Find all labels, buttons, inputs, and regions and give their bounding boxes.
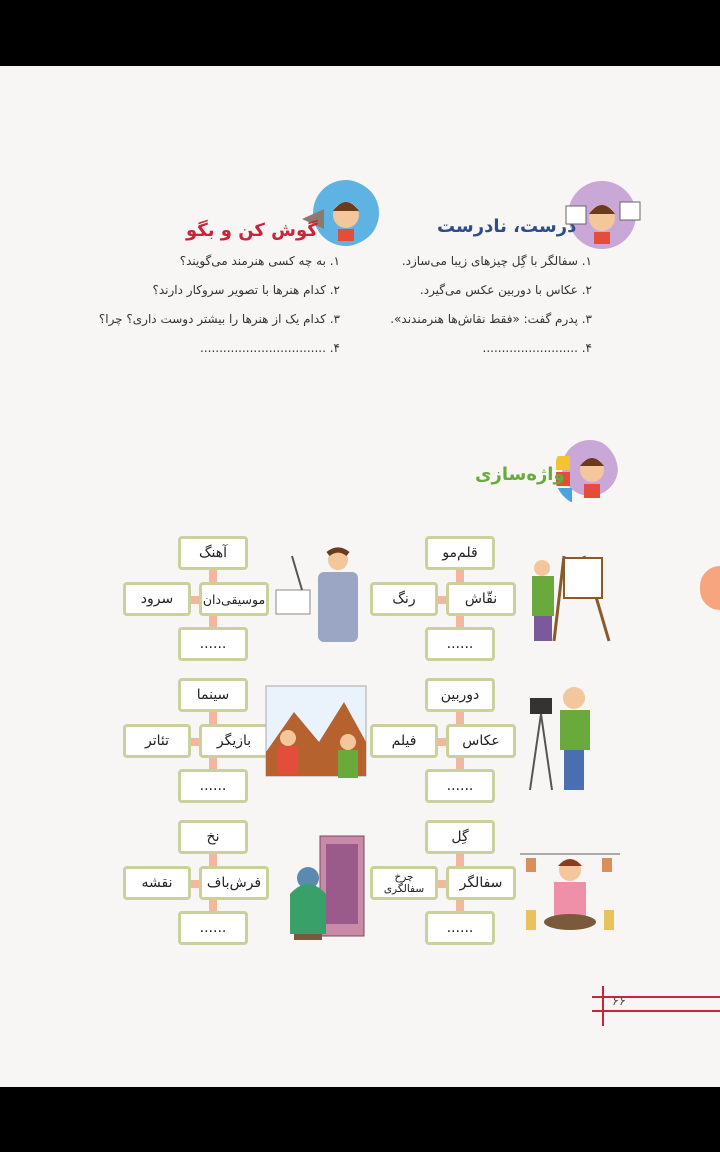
carpet-weaver-illustration <box>284 834 368 944</box>
word-center: فرش‌باف <box>199 866 269 900</box>
word-side: فیلم <box>370 724 438 758</box>
word-building-title: واژه‌سازی <box>475 464 565 485</box>
page-number: ۶۶ <box>612 994 626 1009</box>
word-top: گِل <box>425 820 495 854</box>
word-center: سفالگر <box>446 866 516 900</box>
list-item: ۳. پدرم گفت: «فقط نقاش‌ها هنرمندند». <box>390 312 592 326</box>
word-side: نقشه <box>123 866 191 900</box>
list-item: ۴. ......................... <box>482 341 592 355</box>
true-false-title: درست، نادرست <box>437 216 577 237</box>
page-number-rule <box>602 986 604 1026</box>
word-side: رنگ <box>370 582 438 616</box>
top-black-bar <box>0 0 720 66</box>
word-blank: ...... <box>425 769 495 803</box>
list-item: ۲. عکاس با دوربین عکس می‌گیرد. <box>419 283 592 297</box>
word-blank: ...... <box>425 911 495 945</box>
list-item: ۱. سفالگر با گِل چیزهای زیبا می‌سازد. <box>401 254 592 268</box>
potter-illustration <box>518 850 622 942</box>
word-center: عکاس <box>446 724 516 758</box>
word-side: سرود <box>123 582 191 616</box>
word-blank: ...... <box>178 911 248 945</box>
list-item: ۴. ................................. <box>200 341 340 355</box>
side-tab[interactable] <box>700 566 720 610</box>
list-item: ۱. به چه کسی هنرمند می‌گویند؟ <box>179 254 340 268</box>
painter-illustration <box>524 546 614 646</box>
kids-avatar-icon <box>560 180 644 250</box>
word-center: موسیقی‌دان <box>199 582 269 616</box>
list-item: ۳. کدام یک از هنرها را بیشتر دوست داری؟ چرا؟ <box>98 312 340 326</box>
word-top: آهنگ <box>178 536 248 570</box>
word-center: بازیگر <box>199 724 269 758</box>
listen-speak-list <box>70 247 340 363</box>
word-side: چرخ سفالگری <box>370 866 438 900</box>
bottom-black-bar <box>0 1087 720 1152</box>
listen-speak-title: گوش کن و بگو <box>186 220 318 241</box>
photographer-illustration <box>524 682 610 794</box>
word-top: نخ <box>178 820 248 854</box>
book-page <box>0 66 720 1087</box>
musician-illustration <box>272 546 362 646</box>
word-side: تئاتر <box>123 724 191 758</box>
word-blank: ...... <box>178 769 248 803</box>
word-center: نقّاش <box>446 582 516 616</box>
word-top: سینما <box>178 678 248 712</box>
word-blank: ...... <box>178 627 248 661</box>
list-item: ۲. کدام هنرها با تصویر سروکار دارند؟ <box>152 283 340 297</box>
word-blank: ...... <box>425 627 495 661</box>
page-number-rule <box>592 1010 720 1012</box>
word-top: دوربین <box>425 678 495 712</box>
true-false-list <box>362 247 592 363</box>
actors-stage-illustration <box>264 682 368 788</box>
word-top: قلم‌مو <box>425 536 495 570</box>
